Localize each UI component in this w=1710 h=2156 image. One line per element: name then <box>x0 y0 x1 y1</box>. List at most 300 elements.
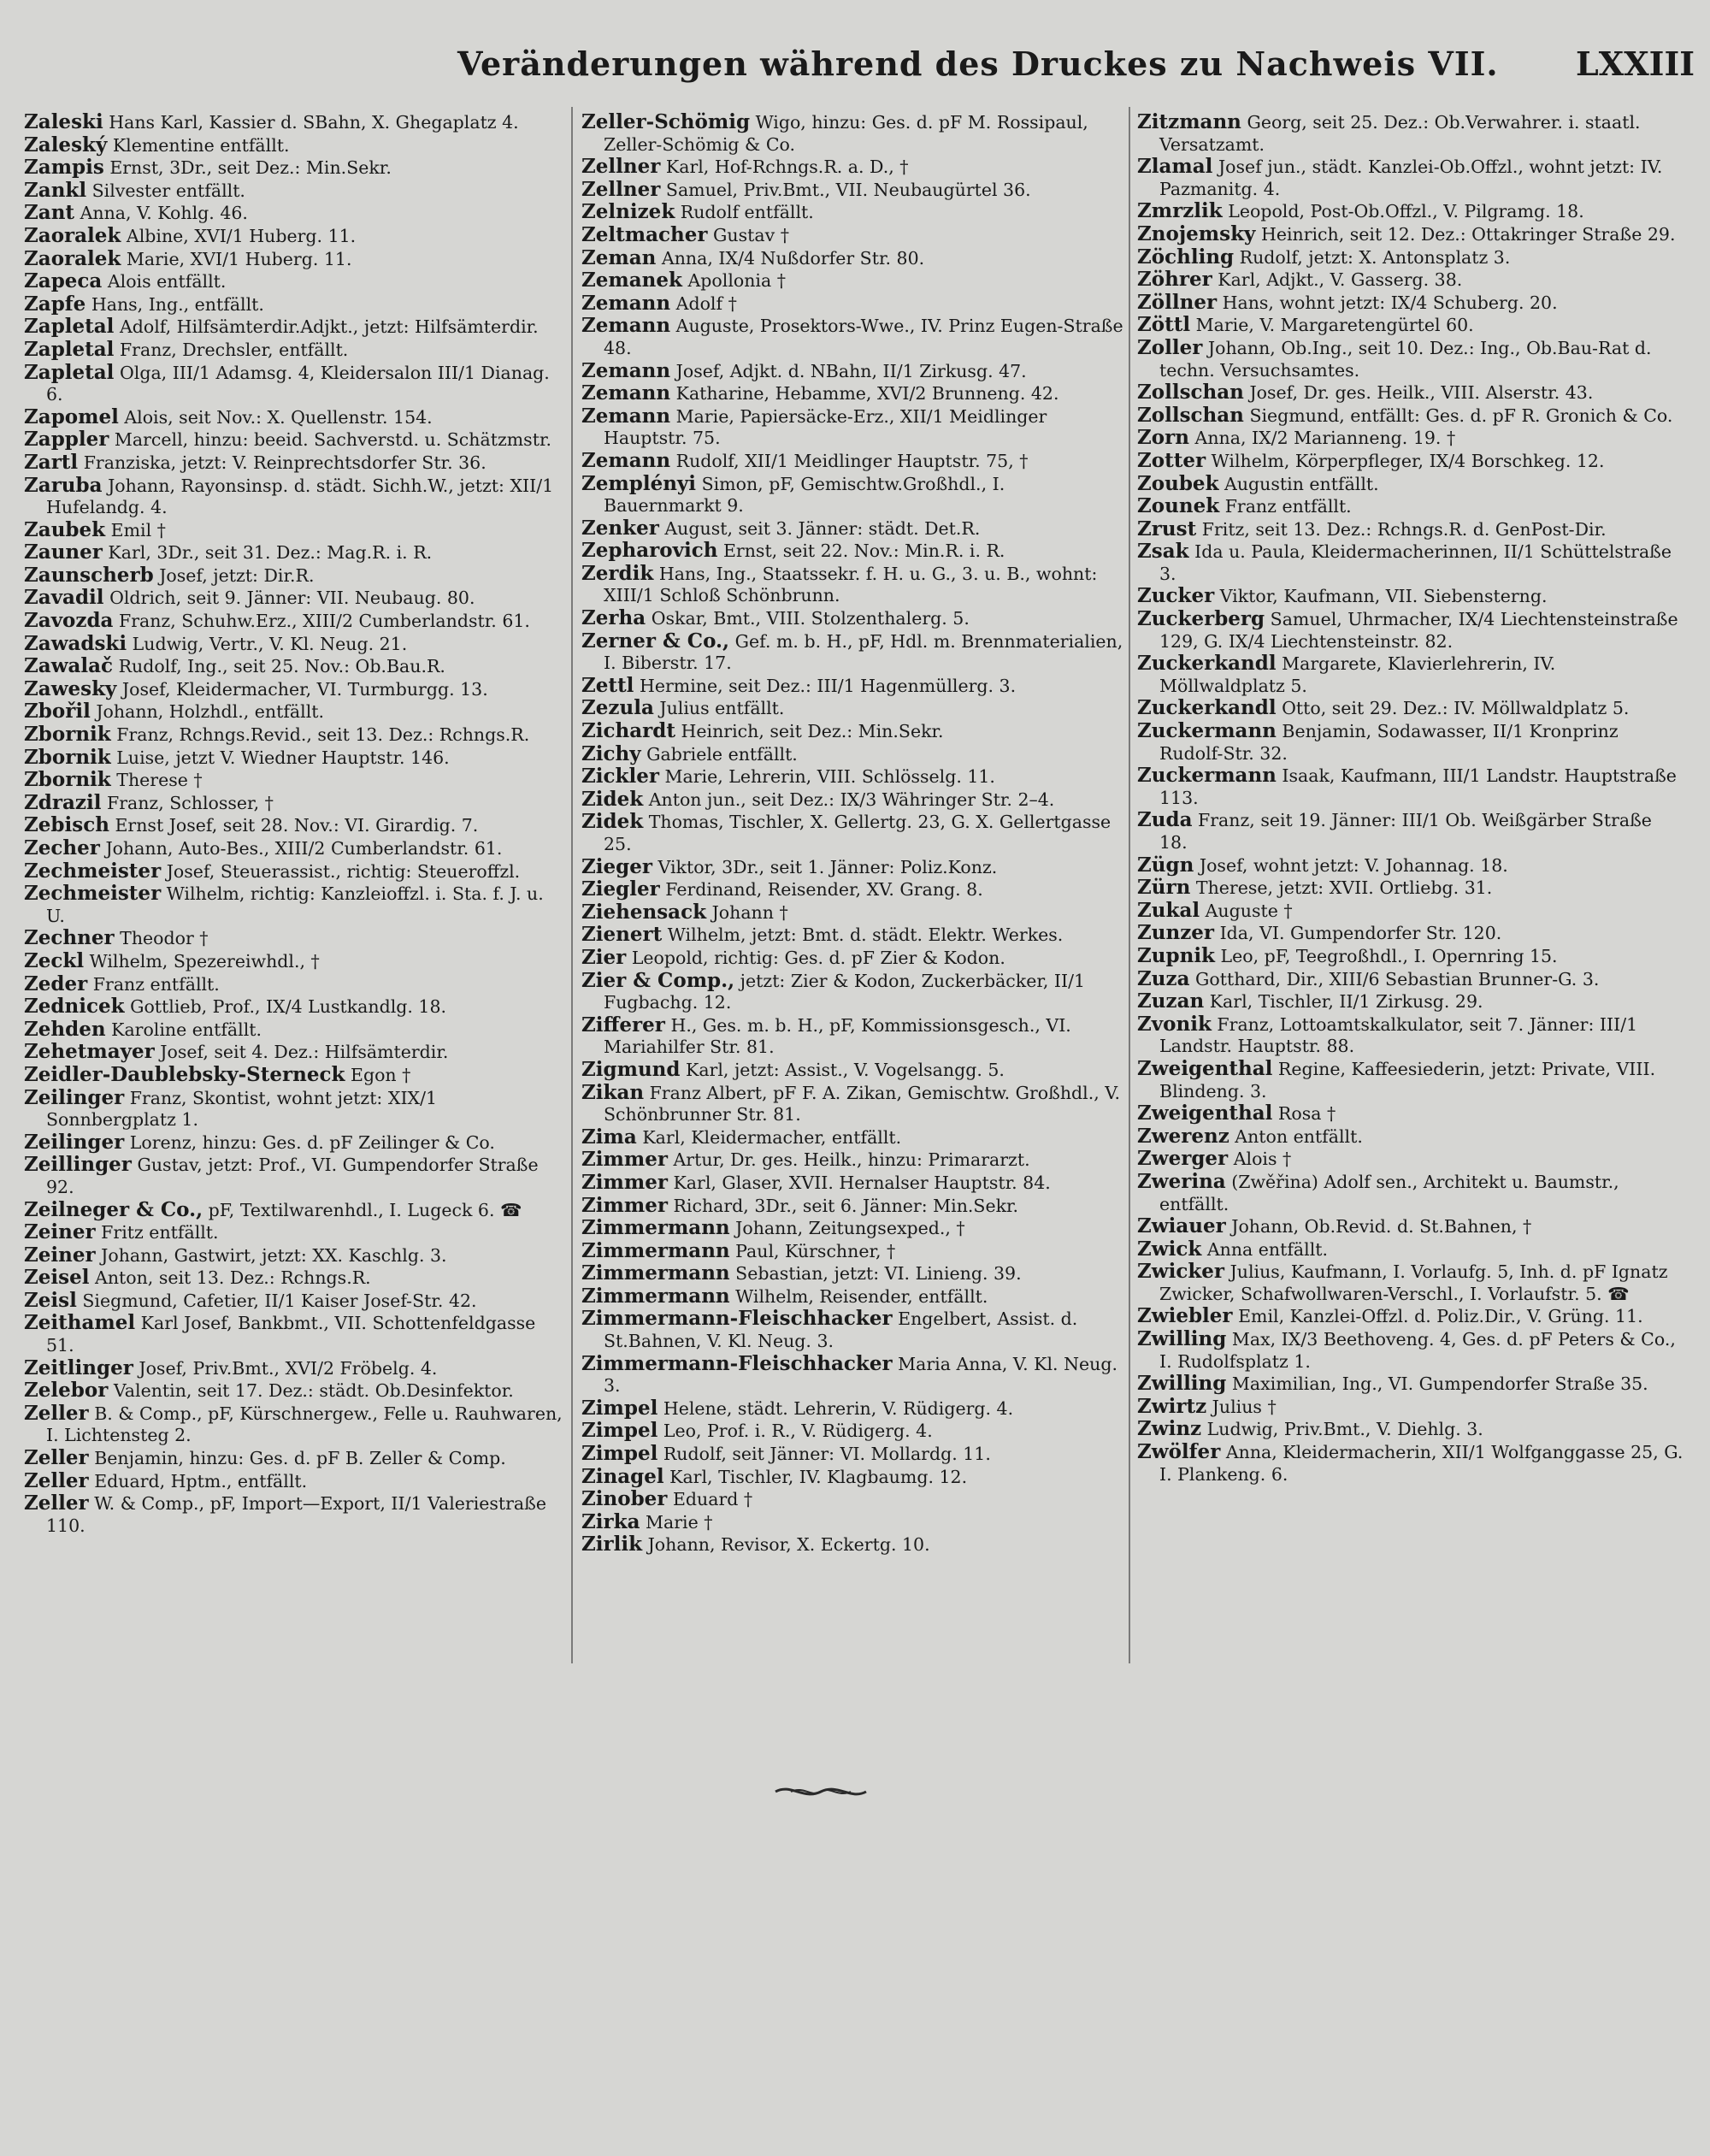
directory-entry <box>24 225 564 248</box>
directory-entry <box>24 564 564 588</box>
entry-details: Siegmund, entfällt: Ges. d. pF R. Gronich & Co. <box>1249 405 1673 426</box>
entry-details: Leopold, richtig: Ges. d. pF Zier & Kodon. <box>631 947 1005 968</box>
entry-name: Zapletal <box>24 315 115 339</box>
entry-name: Zwiebler <box>1137 1304 1233 1328</box>
entry-details: Anna, IX/2 Marianneng. 19. † <box>1194 428 1456 449</box>
directory-entry <box>1137 405 1684 428</box>
entry-name: Zemanek <box>581 269 682 292</box>
directory-entry <box>581 1488 1125 1511</box>
directory-entry <box>1137 1058 1684 1102</box>
entry-details: Ludwig, Vertr., V. Kl. Neug. 21. <box>132 633 408 654</box>
entry-details: Klementine entfällt. <box>112 134 290 156</box>
entry-details: Josef, seit 4. Dez.: Hilfsämterdir. <box>160 1042 449 1063</box>
entry-name: Zeilinger <box>24 1130 125 1154</box>
entry-name: Zeller <box>24 1468 89 1492</box>
directory-entry <box>581 1533 1125 1556</box>
entry-name: Zidek <box>581 787 644 811</box>
entry-name: Zollschan <box>1137 381 1244 405</box>
entry-details: Viktor, Kaufmann, VII. Siebensterng. <box>1219 586 1548 607</box>
directory-entry <box>24 1357 564 1380</box>
entry-details: Theodor † <box>120 928 209 949</box>
entry-details: Egon † <box>351 1064 411 1085</box>
entry-details: Isaak, Kaufmann, III/1 Landstr. Hauptstraße 113. <box>1159 765 1677 808</box>
entry-name: Zeisl <box>24 1288 77 1312</box>
entry-name: Zechner <box>24 926 115 950</box>
entry-details: Adolf, Hilfsämterdir.Adjkt., jetzt: Hilfsämterdir. <box>119 316 539 338</box>
entry-details: Johann, Ob.Ing., seit 10. Dez.: Ing., Ob.Bau-Rat d. techn. Versuchsamtes. <box>1159 337 1652 381</box>
entry-details: Samuel, Uhrmacher, IX/4 Liechtensteinstraße 129, G. IX/4 Liechtensteinstr. 82. <box>1159 609 1678 652</box>
directory-entry <box>581 1443 1125 1466</box>
entry-name: Zimpel <box>581 1442 658 1466</box>
entry-name: Zimmermann-Fleischhacker <box>581 1351 893 1375</box>
directory-entry <box>1137 156 1684 200</box>
directory-entry <box>24 587 564 610</box>
entry-details: Emil † <box>110 519 166 540</box>
directory-entry <box>1137 945 1684 968</box>
page-header <box>0 44 1710 96</box>
directory-entry <box>24 293 564 316</box>
entry-details: Wilhelm, Körperpfleger, IX/4 Borschkeg. 12. <box>1211 450 1605 471</box>
entry-details: Anton entfällt. <box>1235 1125 1363 1147</box>
directory-entry <box>581 1397 1125 1421</box>
directory-entry <box>581 743 1125 766</box>
entry-name: Zerner & Co., <box>581 629 730 653</box>
directory-entry <box>24 1267 564 1290</box>
directory-entry <box>581 1240 1125 1263</box>
entry-details: (Zwěřina) Adolf sen., Architekt u. Baumstr., entfällt. <box>1159 1171 1619 1214</box>
entry-details: Karl, 3Dr., seit 31. Dez.: Mag.R. i. R. <box>108 542 433 564</box>
directory-entry <box>1137 585 1684 608</box>
entry-details: Karl, Adjkt., V. Gasserg. 38. <box>1218 269 1463 291</box>
entry-details: Franz, seit 19. Jänner: III/1 Ob. Weißgärber Straße 18. <box>1159 810 1652 853</box>
entry-name: Zucker <box>1137 584 1215 608</box>
entry-name: Zavadil <box>24 586 104 610</box>
entry-details: Siegmund, Cafetier, II/1 Kaiser Josef-Str. 42. <box>82 1290 477 1311</box>
entry-details: Marie, Lehrerin, VIII. Schlösselg. 11. <box>664 766 995 788</box>
entry-details: Josef, Priv.Bmt., XVI/2 Fröbelg. 4. <box>139 1357 438 1379</box>
directory-entry <box>24 270 564 293</box>
directory-entry <box>1137 223 1684 246</box>
directory-entry <box>24 1087 564 1131</box>
entry-details: Karl, Tischler, II/1 Zirkusg. 29. <box>1209 991 1483 1013</box>
entry-name: Zeithamel <box>24 1311 136 1335</box>
directory-entry <box>581 111 1125 156</box>
entry-name: Zapletal <box>24 360 115 384</box>
entry-name: Ziehensack <box>581 900 707 924</box>
entry-details: Johann, Gastwirt, jetzt: XX. Kaschlg. 3. <box>101 1244 447 1266</box>
entry-details: Johann, Ob.Revid. d. St.Bahnen, † <box>1231 1216 1532 1237</box>
entry-details: Ernst, seit 22. Nov.: Min.R. i. R. <box>722 540 1005 562</box>
entry-name: Zmrzlik <box>1137 199 1223 223</box>
directory-entry <box>1137 495 1684 518</box>
directory-entry <box>24 134 564 157</box>
directory-entry <box>24 1403 564 1447</box>
directory-entry <box>1137 1328 1684 1373</box>
entry-name: Zaubek <box>24 517 106 541</box>
entry-name: Zapletal <box>24 337 115 361</box>
entry-details: Franz, Drechsler, entfällt. <box>119 339 349 360</box>
entry-name: Zeilinger <box>24 1085 125 1109</box>
entry-name: Zimmermann <box>581 1284 730 1308</box>
entry-name: Zikan <box>581 1080 645 1104</box>
entry-details: Katharine, Hebamme, XVI/2 Brunneng. 42. <box>675 383 1059 405</box>
entry-details: W. & Comp., pF, Import—Export, II/1 Valeriestraße 110. <box>46 1493 546 1536</box>
entry-name: Zemann <box>581 404 671 428</box>
entry-name: Zankl <box>24 178 87 202</box>
directory-entry <box>24 1447 564 1470</box>
entry-details: Eduard † <box>672 1489 753 1510</box>
page-title: Veränderungen während des Druckes zu Nachweis VII. <box>457 44 1499 83</box>
entry-name: Zimmer <box>581 1148 668 1172</box>
directory-entry <box>581 720 1125 743</box>
directory-entry <box>24 724 564 747</box>
entry-details: Auguste † <box>1205 900 1293 921</box>
entry-details: Hans, wohnt jetzt: IX/4 Schuberg. 20. <box>1222 292 1558 313</box>
directory-entry <box>581 382 1125 405</box>
entry-name: Zepharovich <box>581 539 718 563</box>
directory-entry <box>24 157 564 180</box>
entry-name: Zimmermann-Fleischhacker <box>581 1307 893 1331</box>
column-divider <box>1129 107 1130 1663</box>
entry-details: Eduard, Hptm., entfällt. <box>94 1470 308 1491</box>
entry-name: Zichy <box>581 741 641 765</box>
entry-details: Wilhelm, jetzt: Bmt. d. städt. Elektr. Werkes. <box>667 924 1064 946</box>
entry-name: Zemann <box>581 448 671 472</box>
entry-details: Augustin entfällt. <box>1224 473 1379 494</box>
entry-name: Zbornik <box>24 745 111 769</box>
directory-entry <box>1137 900 1684 923</box>
entry-name: Zeilneger & Co., <box>24 1197 203 1221</box>
entry-details: Johann † <box>711 901 788 923</box>
entry-name: Zaleský <box>24 133 108 157</box>
entry-name: Zifferer <box>581 1013 665 1037</box>
directory-entry <box>24 1244 564 1267</box>
entry-details: Franz, Schuhw.Erz., XIII/2 Cumberlandstr. 61. <box>118 611 530 632</box>
entry-details: Franz, Lottoamtskalkulator, seit 7. Jänner: III/1 Landstr. Hauptstr. 88. <box>1159 1013 1638 1057</box>
entry-name: Zügn <box>1137 853 1194 877</box>
entry-details: Olga, III/1 Adamsg. 4, Kleidersalon III/1 Dianag. 6. <box>46 362 550 405</box>
directory-entry <box>581 1126 1125 1149</box>
entry-name: Zaoralek <box>24 246 121 270</box>
entry-name: Zsak <box>1137 540 1189 564</box>
entry-name: Zuckermann <box>1137 719 1277 743</box>
entry-name: Zeller-Schömig <box>581 110 751 133</box>
directory-entry <box>24 248 564 271</box>
entry-name: Zelnizek <box>581 200 675 224</box>
entry-name: Zawalač <box>24 654 114 678</box>
entry-details: Karl Josef, Bankbmt., VII. Schottenfeldgasse 51. <box>46 1313 536 1356</box>
entry-name: Zwirtz <box>1137 1394 1207 1418</box>
entry-details: Franz Albert, pF F. A. Zikan, Gemischtw. Großhdl., V. Schönbrunner Str. 81. <box>604 1082 1120 1125</box>
entry-name: Zehetmayer <box>24 1040 155 1064</box>
directory-entry <box>581 947 1125 970</box>
entry-details: Gabriele entfällt. <box>646 743 798 765</box>
directory-entry <box>1137 427 1684 450</box>
entry-name: Zimpel <box>581 1419 658 1443</box>
directory-entry <box>1137 1171 1684 1215</box>
entry-details: Rudolf entfällt. <box>680 202 814 223</box>
entry-name: Zettl <box>581 673 634 697</box>
entry-details: Ida u. Paula, Kleidermacherinnen, II/1 Schüttelstraße 3. <box>1159 541 1672 584</box>
directory-entry <box>1137 518 1684 541</box>
entry-details: Samuel, Priv.Bmt., VII. Neubaugürtel 36. <box>665 179 1031 200</box>
directory-entry <box>1137 720 1684 765</box>
directory-entry <box>581 970 1125 1014</box>
directory-entry <box>581 878 1125 901</box>
entry-details: Anna, Kleidermacherin, XII/1 Wolfganggasse 25, G. I. Plankeng. 6. <box>1159 1442 1683 1485</box>
entry-details: Sebastian, jetzt: VI. Linieng. 39. <box>735 1263 1022 1285</box>
directory-entry <box>581 1217 1125 1240</box>
directory-entry <box>1137 473 1684 496</box>
directory-entry <box>1137 697 1684 720</box>
directory-entry <box>1137 968 1684 991</box>
entry-details: Adolf † <box>675 292 737 314</box>
directory-entry <box>1137 877 1684 900</box>
directory-entry <box>1137 1215 1684 1238</box>
entry-details: Rudolf, jetzt: X. Antonsplatz 3. <box>1239 246 1511 268</box>
entry-name: Zinober <box>581 1487 668 1511</box>
entry-name: Znojemsky <box>1137 222 1256 245</box>
entry-details: Anna entfällt. <box>1206 1238 1329 1260</box>
entry-name: Zuckerkandl <box>1137 696 1277 720</box>
entry-details: Alois, seit Nov.: X. Quellenstr. 154. <box>124 406 433 428</box>
entry-details: Fritz, seit 13. Dez.: Rchngs.R. d. GenPost-Dir. <box>1201 518 1607 540</box>
entry-details: Wilhelm, Reisender, entfällt. <box>735 1285 988 1307</box>
entry-name: Zirlik <box>581 1533 643 1556</box>
directory-entry <box>24 610 564 633</box>
entry-name: Zemann <box>581 358 671 382</box>
entry-name: Zeitlinger <box>24 1356 133 1379</box>
entry-name: Zuckerkandl <box>1137 652 1277 676</box>
entry-details: Maximilian, Ing., VI. Gumpendorfer Straße 35. <box>1231 1373 1648 1395</box>
entry-details: Franz entfällt. <box>1224 496 1352 517</box>
entry-name: Zwerger <box>1137 1147 1229 1171</box>
directory-entry <box>24 362 564 406</box>
entry-name: Zeisel <box>24 1266 90 1290</box>
entry-name: Zuckermann <box>1137 764 1277 788</box>
entry-details: Richard, 3Dr., seit 6. Jänner: Min.Sekr. <box>673 1195 1019 1216</box>
entry-details: Rudolf, XII/1 Meidlinger Hauptstr. 75, † <box>675 450 1029 471</box>
entry-details: Heinrich, seit 12. Dez.: Ottakringer Straße 29. <box>1260 223 1676 245</box>
entry-details: Karl, Hof-Rchngs.R. a. D., † <box>665 157 909 178</box>
entry-name: Zeder <box>24 972 88 995</box>
directory-entry <box>581 1059 1125 1082</box>
directory-entry <box>581 540 1125 563</box>
entry-name: Zieger <box>581 854 652 878</box>
entry-details: Josef, Adjkt. d. NBahn, II/1 Zirkusg. 47. <box>675 360 1027 381</box>
entry-details: Marie, Papiersäcke-Erz., XII/1 Meidlinger Hauptstr. 75. <box>604 405 1047 449</box>
directory-entry <box>581 473 1125 517</box>
directory-entry <box>24 814 564 837</box>
column-divider <box>571 107 573 1663</box>
entry-details: Alois † <box>1233 1149 1292 1170</box>
directory-entry <box>581 1353 1125 1397</box>
directory-entry <box>1137 922 1684 945</box>
directory-entry <box>581 1420 1125 1443</box>
entry-name: Zeiner <box>24 1243 96 1267</box>
directory-entry <box>581 156 1125 179</box>
entry-details: Ernst, 3Dr., seit Dez.: Min.Sekr. <box>109 157 392 179</box>
entry-name: Zrust <box>1137 517 1197 540</box>
directory-entry <box>1137 990 1684 1013</box>
entry-name: Zartl <box>24 450 79 474</box>
directory-entry <box>1137 765 1684 809</box>
entry-name: Zotter <box>1137 448 1206 472</box>
entry-details: Gotthard, Dir., XIII/6 Sebastian Brunner-G. 3. <box>1195 968 1600 989</box>
entry-details: Karl, jetzt: Assist., V. Vogelsangg. 5. <box>686 1059 1005 1080</box>
entry-name: Zwilling <box>1137 1327 1227 1351</box>
directory-entry <box>24 950 564 973</box>
directory-entry <box>24 860 564 883</box>
directory-entry <box>581 450 1125 473</box>
entry-name: Zlamal <box>1137 155 1213 179</box>
entry-name: Zavozda <box>24 609 114 633</box>
entry-name: Zier & Comp., <box>581 968 735 992</box>
entry-details: Silvester entfällt. <box>91 180 245 201</box>
entry-name: Zienert <box>581 923 663 947</box>
entry-details: Maria Anna, V. Kl. Neug. 3. <box>604 1353 1117 1397</box>
directory-entry <box>1137 1102 1684 1125</box>
directory-entry <box>1137 111 1684 156</box>
entry-name: Zeller <box>24 1446 89 1470</box>
directory-entry <box>1137 1125 1684 1149</box>
directory-entry <box>581 675 1125 698</box>
directory-entry <box>1137 450 1684 473</box>
entry-details: Leo, Prof. i. R., V. Rüdigerg. 4. <box>663 1421 933 1442</box>
entry-name: Zuckerberg <box>1137 607 1265 631</box>
directory-entry <box>24 678 564 701</box>
directory-entry <box>24 1290 564 1313</box>
directory-entry <box>24 1492 564 1537</box>
entry-details: Wigo, hinzu: Ges. d. pF M. Rossipaul, Zeller-Schömig & Co. <box>604 112 1088 155</box>
entry-name: Zollschan <box>1137 403 1244 427</box>
entry-name: Zemann <box>581 314 671 338</box>
entry-name: Zimmermann <box>581 1238 730 1262</box>
directory-entry <box>24 1221 564 1244</box>
directory-entry <box>24 792 564 815</box>
directory-entry <box>24 655 564 678</box>
entry-name: Zimmermann <box>581 1216 730 1240</box>
entry-details: Hans, Ing., entfällt. <box>91 293 264 315</box>
entry-name: Zuda <box>1137 808 1193 832</box>
entry-details: Johann, Zeitungsexped., † <box>735 1218 965 1239</box>
directory-entry <box>24 1199 564 1222</box>
entry-name: Zeman <box>581 245 657 269</box>
entry-details: Albine, XVI/1 Huberg. 11. <box>126 225 357 246</box>
directory-entry <box>581 517 1125 540</box>
entry-details: Thomas, Tischler, X. Gellertg. 23, G. X. Gellertgasse 25. <box>604 812 1112 854</box>
entry-details: Benjamin, hinzu: Ges. d. pF B. Zeller & Comp. <box>94 1448 506 1469</box>
directory-entry <box>581 856 1125 879</box>
entry-details: Leo, pF, Teegroßhdl., I. Opernring 15. <box>1220 945 1558 966</box>
entry-details: Therese, jetzt: XVII. Ortliebg. 31. <box>1195 877 1493 899</box>
entry-details: B. & Comp., pF, Kürschnergew., Felle u. Rauhwaren, I. Lichtensteg 2. <box>46 1403 563 1446</box>
entry-name: Zapeca <box>24 269 103 293</box>
directory-entry <box>581 1262 1125 1285</box>
entry-name: Zounek <box>1137 494 1220 518</box>
directory-entry <box>581 1082 1125 1126</box>
entry-name: Zwerina <box>1137 1169 1226 1193</box>
entry-details: Julius entfällt. <box>659 698 785 719</box>
entry-name: Zimmer <box>581 1193 668 1217</box>
entry-details: Josef, jetzt: Dir.R. <box>159 564 315 586</box>
entry-name: Zehden <box>24 1017 106 1041</box>
directory-entry <box>581 1149 1125 1172</box>
directory-entry <box>581 247 1125 270</box>
entry-name: Zunzer <box>1137 921 1215 945</box>
entry-name: Zeltmacher <box>581 222 708 246</box>
directory-entry <box>581 315 1125 359</box>
entry-details: Ludwig, Priv.Bmt., V. Diehlg. 3. <box>1206 1419 1483 1440</box>
entry-details: Anna, IX/4 Nußdorfer Str. 80. <box>661 247 925 269</box>
entry-name: Zoller <box>1137 335 1203 359</box>
entry-details: Alois entfällt. <box>107 271 227 292</box>
entry-details: Otto, seit 29. Dez.: IV. Möllwaldplatz 5. <box>1282 698 1630 719</box>
entry-details: Auguste, Prosektors-Wwe., IV. Prinz Eugen-Straße 48. <box>604 316 1123 358</box>
directory-entry <box>24 1312 564 1356</box>
entry-details: Gustav, jetzt: Prof., VI. Gumpendorfer Straße 92. <box>46 1155 539 1197</box>
entry-name: Zigmund <box>581 1057 681 1081</box>
entry-name: Zechmeister <box>24 882 162 906</box>
entry-name: Zorn <box>1137 426 1189 450</box>
entry-details: Leopold, Post-Ob.Offzl., V. Pilgramg. 18. <box>1228 201 1584 222</box>
directory-entry <box>581 1308 1125 1352</box>
entry-name: Zwick <box>1137 1237 1202 1261</box>
entry-details: Rudolf, seit Jänner: VI. Mollardg. 11. <box>663 1444 991 1465</box>
entry-details: Franz, Skontist, wohnt jetzt: XIX/1 Sonnbergplatz 1. <box>46 1087 438 1131</box>
entry-details: Josef, Dr. ges. Heilk., VIII. Alserstr. 43. <box>1249 382 1594 404</box>
entry-details: Franz, Schlosser, † <box>106 792 274 813</box>
entry-name: Zampis <box>24 156 104 180</box>
entry-name: Zeillinger <box>24 1153 132 1177</box>
directory-entry <box>24 452 564 475</box>
entry-name: Zöllner <box>1137 290 1218 314</box>
entry-name: Zemplényi <box>581 471 697 495</box>
entry-details: Wilhelm, Spezereiwhdl., † <box>89 950 320 972</box>
entry-name: Zemann <box>581 381 671 405</box>
directory-entry <box>24 700 564 724</box>
entry-name: Zwerenz <box>1137 1124 1229 1148</box>
entry-details: jetzt: Zier & Kodon, Zuckerbäcker, II/1 Fugbachg. 12. <box>604 970 1086 1013</box>
entry-details: pF, Textilwarenhdl., I. Lugeck 6. ☎ <box>208 1199 522 1220</box>
entry-name: Zellner <box>581 177 661 201</box>
entry-details: Wilhelm, richtig: Kanzleioffzl. i. Sta. f. J. u. U. <box>46 883 544 926</box>
directory-entry <box>581 1172 1125 1195</box>
directory-entry <box>581 765 1125 789</box>
entry-name: Zbornik <box>24 768 111 792</box>
directory-entry <box>24 1019 564 1042</box>
entry-details: Oskar, Bmt., VIII. Stolzenthalerg. 5. <box>651 608 970 629</box>
entry-name: Zitzmann <box>1137 110 1241 133</box>
directory-entry <box>581 1285 1125 1308</box>
directory-entry <box>24 973 564 996</box>
directory-entry <box>24 180 564 203</box>
directory-entry <box>24 995 564 1019</box>
directory-entry <box>581 1195 1125 1218</box>
directory-entry <box>581 630 1125 675</box>
directory-entry <box>1137 246 1684 269</box>
entry-details: Valentin, seit 17. Dez.: städt. Ob.Desinfektor. <box>113 1380 514 1402</box>
entry-name: Zechmeister <box>24 859 162 883</box>
directory-entry <box>24 747 564 770</box>
directory-entry <box>24 111 564 134</box>
entry-name: Zuzan <box>1137 989 1205 1013</box>
directory-entry <box>581 405 1125 450</box>
directory-entry <box>1137 1148 1684 1171</box>
directory-entry <box>24 202 564 225</box>
entry-name: Zuza <box>1137 966 1190 990</box>
directory-entry <box>1137 200 1684 223</box>
